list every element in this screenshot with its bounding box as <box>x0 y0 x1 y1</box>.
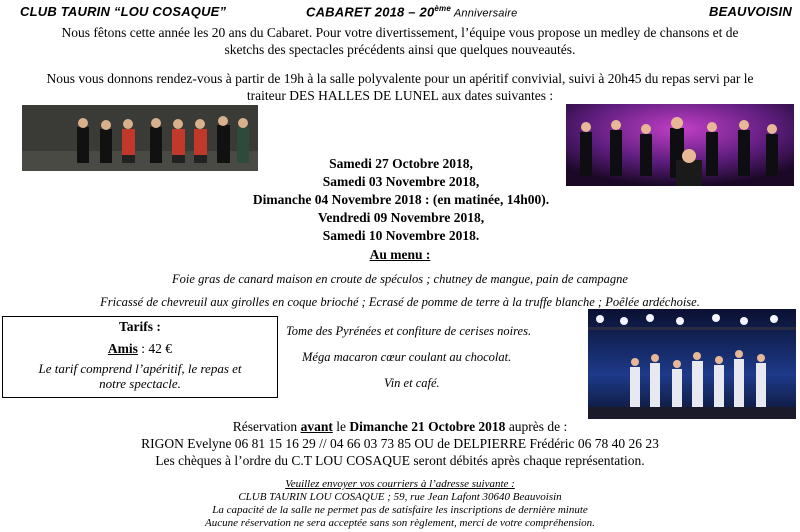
date-item: Samedi 10 Novembre 2018. <box>322 228 480 243</box>
event-title-main: CABARET 2018 – 20 <box>306 4 435 20</box>
reservation-post: auprès de : <box>505 419 568 434</box>
photo-purple-stage <box>566 104 794 186</box>
date-item: Vendredi 09 Novembre 2018, <box>317 210 485 225</box>
menu-item-cheese: Tome des Pyrénées et confiture de cerises noires. <box>286 324 532 338</box>
footer-line-1: Veuillez envoyer vos courriers à l’adresse suivante : <box>285 478 515 490</box>
event-title-sup: ème <box>434 4 452 13</box>
town-name: BEAUVOISIN <box>709 4 792 19</box>
reservation-deadline: Dimanche 21 Octobre 2018 <box>349 419 506 434</box>
menu-item-starter: Foie gras de canard maison en croute de spéculos ; chutney de mangue, pain de campagne <box>172 272 628 286</box>
reservation-contacts: RIGON Evelyne 06 81 15 16 29 // 04 66 03 73 85 OU de DELPIERRE Frédéric 06 78 40 26 23 <box>141 436 659 451</box>
rendezvous-paragraph <box>0 70 800 104</box>
footer-address: CLUB TAURIN LOU COSAQUE ; 59, rue Jean Lafont 30640 Beauvoisin <box>238 491 562 503</box>
date-item: Samedi 27 Octobre 2018, <box>329 156 473 171</box>
event-title <box>306 4 517 19</box>
event-title-suffix: Anniversaire <box>451 7 518 20</box>
intro-paragraph <box>0 24 800 58</box>
tarifs-note <box>3 361 277 391</box>
footer-payment-note: Aucune réservation ne sera acceptée sans son règlement, merci de votre compréhension. <box>205 517 595 529</box>
tarifs-note-line-2: notre spectacle. <box>99 376 181 391</box>
photo-blue-stage <box>588 309 796 419</box>
footer <box>0 478 800 530</box>
tarifs-title: Tarifs : <box>119 319 161 334</box>
menu-item-drinks: Vin et café. <box>384 376 440 390</box>
reservation-mid: le <box>332 419 350 434</box>
reservation-cheques: Les chèques à l’ordre du C.T LOU COSAQUE seront débités après chaque représentation. <box>155 453 645 468</box>
reservation-pre: Réservation <box>232 419 301 434</box>
tarifs-box <box>2 316 278 398</box>
intro-line-1: Nous fêtons cette année les 20 ans du Cabaret. Pour votre divertissement, l’équipe vous propose un medley de chansons et de <box>61 25 739 40</box>
tarifs-amis-price: : 42 € <box>137 341 173 356</box>
tarifs-note-line-1: Le tarif comprend l’apéritif, le repas et <box>38 361 242 376</box>
tarifs-amis-row <box>3 341 277 357</box>
club-name: CLUB TAURIN “LOU COSAQUE” <box>20 4 227 19</box>
photo-troupe-stage <box>22 105 258 171</box>
date-item: Samedi 03 Novembre 2018, <box>322 174 480 189</box>
intro-line-2: sketchs des spectacles précédents ainsi que quelques nouveautés. <box>224 42 576 57</box>
menu-item-main: Fricassé de chevreuil aux girolles en coque brioché ; Ecrasé de pomme de terre à la truffe blanche ; Poêlée ardéchoise. <box>100 295 700 309</box>
footer-capacity-note: La capacité de la salle ne permet pas de satisfaire les inscriptions de dernière minute <box>212 504 588 516</box>
rendezvous-line-1: Nous vous donnons rendez-vous à partir de 19h à la salle polyvalente pour un apéritif convivial, suivi à 20h45 du repas servi par le <box>46 71 754 86</box>
reservation-line <box>0 419 800 435</box>
menu-title: Au menu : <box>369 247 431 262</box>
dates-list <box>236 155 566 245</box>
date-item: Dimanche 04 Novembre 2018 : (en matinée, 14h00). <box>252 192 550 207</box>
rendezvous-line-2: traiteur DES HALLES DE LUNEL aux dates suivantes : <box>246 88 554 103</box>
tarifs-amis-label: Amis <box>107 341 138 356</box>
menu-item-dessert: Méga macaron cœur coulant au chocolat. <box>302 350 512 364</box>
reservation-avant: avant <box>300 419 333 434</box>
